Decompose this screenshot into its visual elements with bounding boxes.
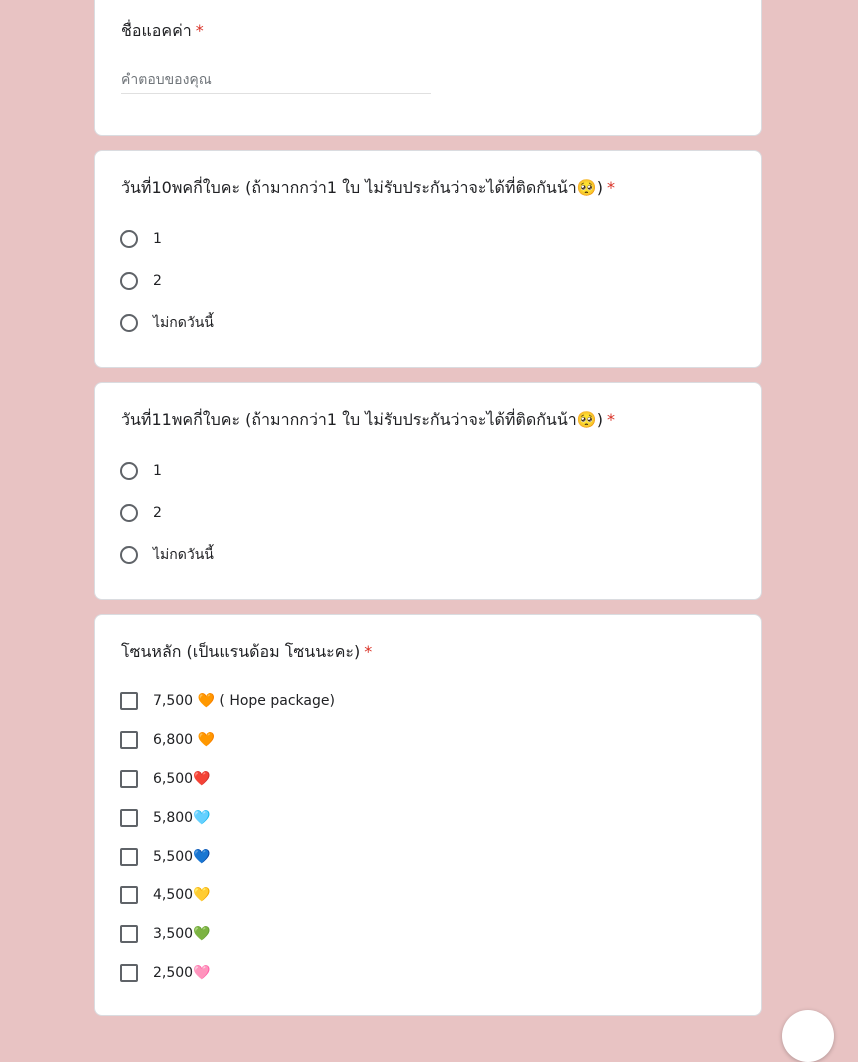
question-title-text: โซนหลัก (เป็นแรนด้อม โซนนะคะ) [121, 642, 361, 661]
radio-option-2[interactable] [120, 501, 162, 525]
checkbox-option-5500[interactable] [120, 845, 211, 869]
question-card-day11 [94, 382, 762, 600]
radio-option-2[interactable] [120, 269, 162, 293]
option-label: 5,800🩵 [153, 810, 211, 826]
checkbox-option-5800[interactable] [120, 806, 211, 830]
question-title [121, 642, 372, 662]
radio-button[interactable] [120, 272, 138, 290]
option-label: 7,500 🧡 ( Hope package) [153, 693, 335, 709]
radio-option-not-today[interactable] [120, 311, 214, 335]
radio-button[interactable] [120, 230, 138, 248]
required-mark: * [364, 642, 373, 661]
question-card-zone [94, 614, 762, 1016]
option-label: 3,500💚 [153, 926, 211, 942]
question-title [121, 410, 615, 430]
checkbox-option-3500[interactable] [120, 922, 211, 946]
question-title [121, 178, 615, 198]
account-name-input[interactable] [121, 67, 431, 94]
option-label: 4,500💛 [153, 887, 211, 903]
checkbox[interactable] [120, 925, 138, 943]
option-label: 6,500❤️ [153, 771, 211, 787]
option-label: 2 [153, 505, 162, 521]
checkbox-option-6500[interactable] [120, 767, 211, 791]
required-mark: * [606, 410, 615, 429]
radio-option-not-today[interactable] [120, 543, 214, 567]
required-mark: * [606, 178, 615, 197]
option-label: 2,500🩷 [153, 965, 211, 981]
option-label: 2 [153, 273, 162, 289]
radio-button[interactable] [120, 462, 138, 480]
option-label: ไม่กดวันนี้ [153, 315, 214, 331]
radio-button[interactable] [120, 504, 138, 522]
radio-button[interactable] [120, 314, 138, 332]
required-mark: * [195, 21, 204, 40]
option-label: ไม่กดวันนี้ [153, 547, 214, 563]
option-label: 6,800 🧡 [153, 732, 215, 748]
checkbox[interactable] [120, 848, 138, 866]
question-title [121, 21, 204, 41]
checkbox[interactable] [120, 692, 138, 710]
radio-button[interactable] [120, 546, 138, 564]
floating-action-button[interactable] [782, 1010, 834, 1062]
checkbox[interactable] [120, 770, 138, 788]
question-title-text: วันที่11พคกี่ใบคะ (ถ้ามากกว่า1 ใบ ไม่รับประกันว่าจะได้ที่ติดกันน้า🥺) [121, 410, 603, 429]
checkbox-option-6800[interactable] [120, 728, 215, 752]
question-title-text: วันที่10พคกี่ใบคะ (ถ้ามากกว่า1 ใบ ไม่รับประกันว่าจะได้ที่ติดกันน้า🥺) [121, 178, 603, 197]
question-card-day10 [94, 150, 762, 368]
checkbox-option-7500[interactable] [120, 689, 335, 713]
question-title-text: ชื่อแอคค่า [121, 21, 192, 40]
question-card-account [94, 0, 762, 136]
checkbox[interactable] [120, 886, 138, 904]
option-label: 5,500💙 [153, 849, 211, 865]
radio-option-1[interactable] [120, 459, 162, 483]
checkbox[interactable] [120, 964, 138, 982]
option-label: 1 [153, 463, 162, 479]
option-label: 1 [153, 231, 162, 247]
radio-option-1[interactable] [120, 227, 162, 251]
checkbox-option-4500[interactable] [120, 883, 211, 907]
checkbox-option-2500[interactable] [120, 961, 211, 985]
checkbox[interactable] [120, 809, 138, 827]
checkbox[interactable] [120, 731, 138, 749]
